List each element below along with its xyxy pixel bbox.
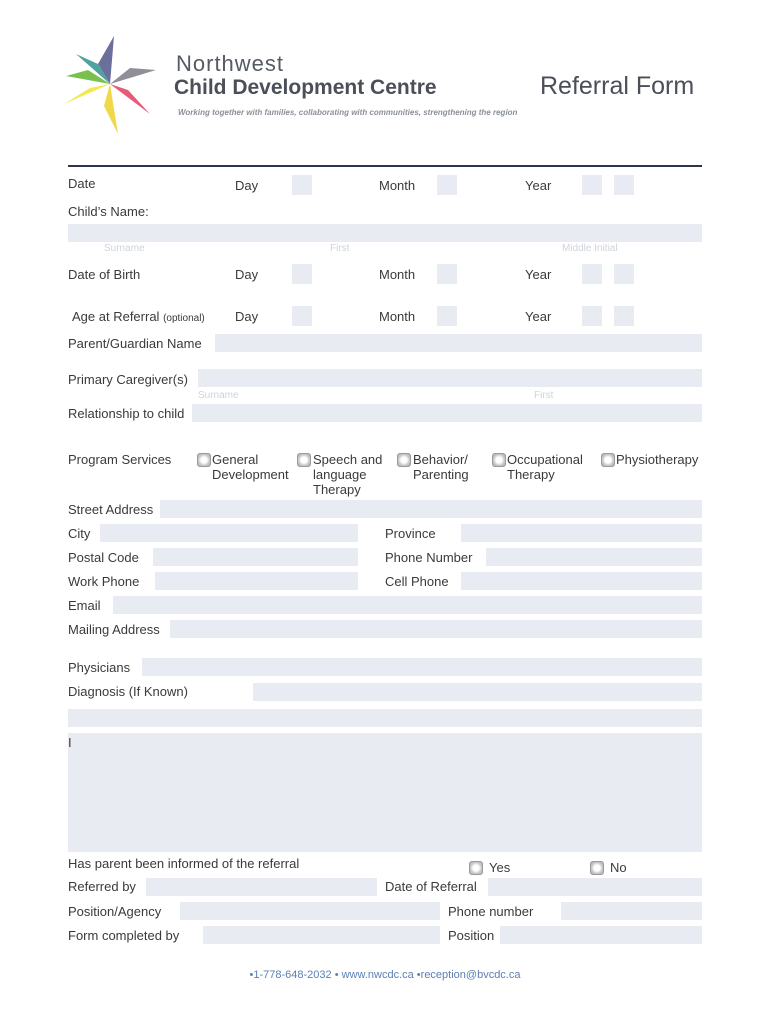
- city-label: City: [68, 526, 91, 541]
- logo-petal-lemon: [64, 84, 110, 104]
- mailing-label: Mailing Address: [68, 622, 160, 637]
- physicians-field[interactable]: [142, 658, 702, 676]
- general-development-checkbox[interactable]: [197, 453, 211, 467]
- date-day-label: Day: [235, 178, 259, 193]
- province-field[interactable]: [461, 524, 702, 542]
- child-surname-hint: Surname: [104, 243, 145, 254]
- logo-petal-yellow: [104, 84, 118, 134]
- relationship-field[interactable]: [192, 404, 702, 422]
- postal-field[interactable]: [153, 548, 358, 566]
- dob-year-field-2[interactable]: [614, 264, 634, 284]
- speech-therapy-label: Speech and language Therapy: [313, 452, 383, 497]
- org-tagline: Working together with families, collaborating with communities, strengthening the region: [178, 108, 518, 117]
- logo-petal-pink: [110, 84, 150, 114]
- footer-contact: •1-778-648-2032 • www.nwcdc.ca •reception@bvcdc.ca: [249, 969, 521, 981]
- physiotherapy-checkbox[interactable]: [601, 453, 615, 467]
- completed-by-label: Form completed by: [68, 928, 180, 943]
- general-development-label: General Development: [212, 452, 289, 482]
- age-year-field-1[interactable]: [582, 306, 602, 326]
- street-label: Street Address: [68, 502, 154, 517]
- age-month-field[interactable]: [437, 306, 457, 326]
- position-label: Position: [448, 928, 495, 943]
- age-referral-label: [72, 309, 205, 324]
- caregiver-field[interactable]: [198, 369, 702, 387]
- date-label: Date: [68, 176, 96, 191]
- date-month-field[interactable]: [437, 175, 457, 195]
- email-label: Email: [68, 598, 101, 613]
- logo-petal-grey: [110, 68, 156, 84]
- diagnosis-field-line2[interactable]: [68, 709, 702, 727]
- age-day-label: Day: [235, 309, 259, 324]
- informed-yes-checkbox[interactable]: [469, 861, 483, 875]
- informed-no-label: No: [610, 860, 627, 875]
- logo-petal-purple: [98, 36, 114, 84]
- program-services-label: Program Services: [68, 452, 172, 467]
- position-field[interactable]: [500, 926, 702, 944]
- guardian-field[interactable]: [215, 334, 702, 352]
- completed-by-field[interactable]: [203, 926, 440, 944]
- reason-marker: I: [68, 735, 72, 750]
- informed-yes-label: Yes: [489, 860, 511, 875]
- age-year-label: Year: [525, 309, 552, 324]
- work-phone-label: Work Phone: [68, 574, 140, 589]
- diagnosis-label: Diagnosis (If Known): [68, 684, 188, 699]
- physicians-label: Physicians: [68, 660, 131, 675]
- referred-by-label: Referred by: [68, 879, 136, 894]
- work-phone-field[interactable]: [155, 572, 358, 590]
- behavior-parenting-checkbox[interactable]: [397, 453, 411, 467]
- pinwheel-logo: [58, 28, 162, 140]
- behavior-parenting-label: Behavior/ Parenting: [413, 452, 469, 482]
- dob-year-label: Year: [525, 267, 552, 282]
- dob-day-field[interactable]: [292, 264, 312, 284]
- date-of-referral-field[interactable]: [488, 878, 702, 896]
- postal-label: Postal Code: [68, 550, 139, 565]
- age-day-field[interactable]: [292, 306, 312, 326]
- child-first-hint: First: [330, 243, 350, 254]
- dob-year-field-1[interactable]: [582, 264, 602, 284]
- child-name-field[interactable]: [68, 224, 702, 242]
- reason-textarea[interactable]: [68, 733, 702, 852]
- header-divider: [68, 165, 702, 167]
- date-year-label: Year: [525, 178, 552, 193]
- age-referral-optional: (optional): [163, 313, 205, 324]
- org-name-line2: Child Development Centre: [174, 76, 437, 99]
- age-referral-text: Age at Referral: [72, 309, 160, 324]
- informed-label: Has parent been informed of the referral: [68, 856, 300, 871]
- speech-therapy-checkbox[interactable]: [297, 453, 311, 467]
- referred-by-field[interactable]: [146, 878, 377, 896]
- street-field[interactable]: [160, 500, 702, 518]
- cell-phone-label: Cell Phone: [385, 574, 449, 589]
- phone-number-field[interactable]: [486, 548, 702, 566]
- occupational-therapy-checkbox[interactable]: [492, 453, 506, 467]
- phone-number2-label: Phone number: [448, 904, 534, 919]
- mailing-field[interactable]: [170, 620, 702, 638]
- child-name-label: Child’s Name:: [68, 204, 149, 219]
- date-month-label: Month: [379, 178, 416, 193]
- form-title: Referral Form: [540, 72, 695, 100]
- cell-phone-field[interactable]: [461, 572, 702, 590]
- occupational-therapy-label: Occupational Therapy: [507, 452, 583, 482]
- dob-label: Date of Birth: [68, 267, 141, 282]
- physiotherapy-label: Physiotherapy: [616, 452, 699, 467]
- org-name-line1: Northwest: [176, 51, 285, 76]
- phone-number2-field[interactable]: [561, 902, 702, 920]
- date-of-referral-label: Date of Referral: [385, 879, 477, 894]
- child-middle-hint: Middle Initial: [562, 243, 618, 254]
- phone-number-label: Phone Number: [385, 550, 473, 565]
- dob-day-label: Day: [235, 267, 259, 282]
- caregiver-first-hint: First: [534, 390, 554, 401]
- age-month-label: Month: [379, 309, 416, 324]
- age-year-field-2[interactable]: [614, 306, 634, 326]
- date-day-field[interactable]: [292, 175, 312, 195]
- position-agency-field[interactable]: [180, 902, 440, 920]
- dob-month-field[interactable]: [437, 264, 457, 284]
- province-label: Province: [385, 526, 436, 541]
- diagnosis-field[interactable]: [253, 683, 702, 701]
- position-agency-label: Position/Agency: [68, 904, 162, 919]
- relationship-label: Relationship to child: [68, 406, 185, 421]
- dob-month-label: Month: [379, 267, 416, 282]
- caregiver-surname-hint: Surname: [198, 390, 239, 401]
- informed-no-checkbox[interactable]: [590, 861, 604, 875]
- guardian-label: Parent/Guardian Name: [68, 336, 202, 351]
- city-field[interactable]: [100, 524, 358, 542]
- date-year-field-2[interactable]: [614, 175, 634, 195]
- date-year-field-1[interactable]: [582, 175, 602, 195]
- email-field[interactable]: [113, 596, 702, 614]
- caregiver-label: Primary Caregiver(s): [68, 372, 188, 387]
